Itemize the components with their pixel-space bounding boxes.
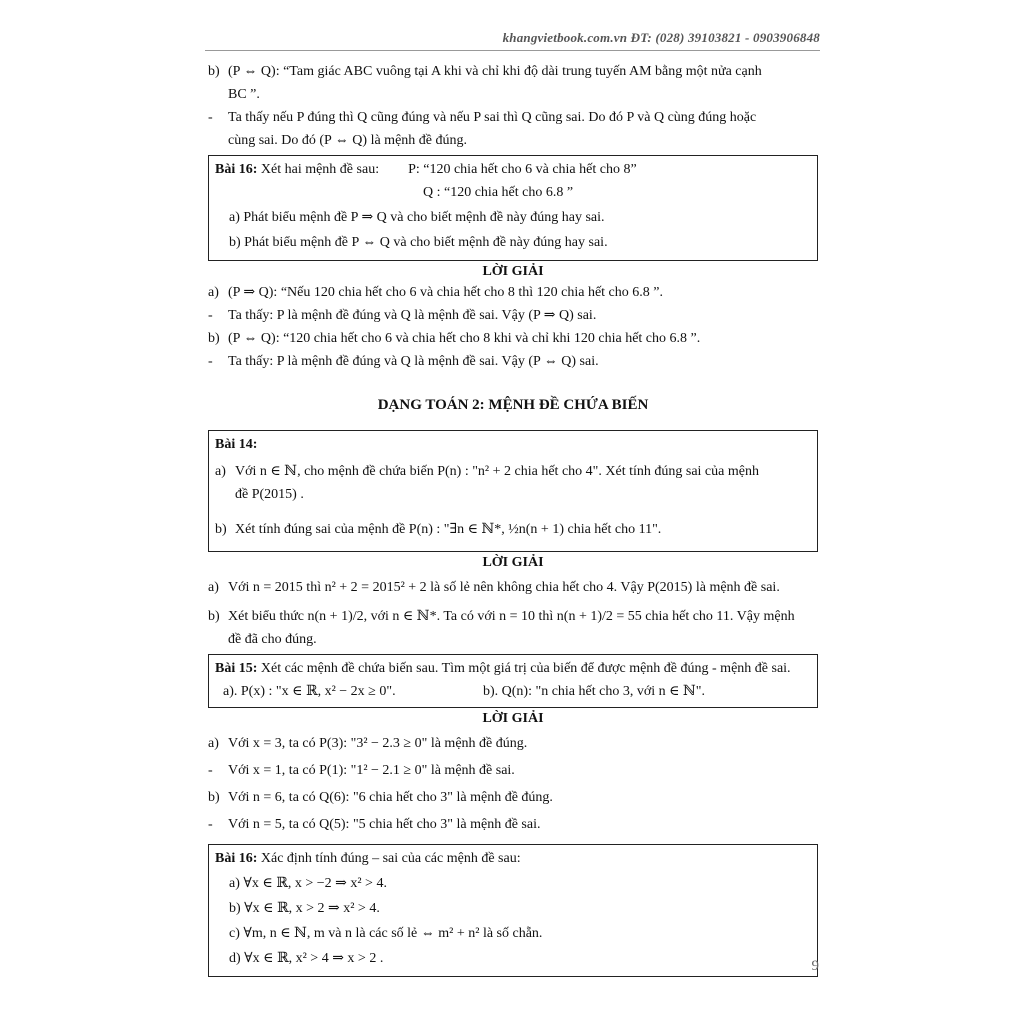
- dash-marker: -: [208, 763, 213, 778]
- exercise-part-d: d) ∀x ∈ ℝ, x² > 4 ⇒ x > 2 .: [229, 951, 384, 966]
- solution-item-b: [208, 605, 818, 628]
- top-dash-item: [208, 106, 818, 129]
- item-marker: a): [215, 464, 226, 479]
- exercise-part-a: a). P(x) : "x ∈ ℝ, x² − 2x ≥ 0".: [223, 684, 396, 699]
- dash-marker: -: [208, 110, 213, 125]
- solution-item-a: [208, 281, 818, 304]
- solution-dash-1: [208, 759, 818, 782]
- solution-title: LỜI GIẢI: [482, 555, 544, 570]
- item-text: Với n ∈ ℕ, cho mệnh đề chứa biến P(n) : "n² + 2 chia hết cho 4". Xét tính đúng sai của mệnh: [235, 464, 759, 479]
- item-text: Xét tính đúng sai của mệnh đề P(n) : "∃n ∈ ℕ*, ½n(n + 1) chia hết cho 11".: [235, 522, 662, 537]
- exercise-part-a-cont: đề P(2015) .: [235, 487, 304, 502]
- item-text: Với n = 5, ta có Q(5): "5 chia hết cho 3" là mệnh đề sai.: [228, 817, 541, 832]
- solution-title: LỜI GIẢI: [482, 264, 544, 279]
- exercise-intro: Xét các mệnh đề chứa biến sau. Tìm một giá trị của biến để được mệnh đề đúng - mệnh đề sai.: [260, 661, 791, 676]
- item-text: Ta thấy: P là mệnh đề đúng và Q là mệnh đề sai. Vậy (P ⇒ Q) sai.: [228, 308, 597, 323]
- item-text: Với x = 3, ta có P(3): "3² − 2.3 ≥ 0" là mệnh đề đúng.: [228, 736, 528, 751]
- exercise-label: Bài 15:: [215, 661, 258, 676]
- exercise-box-bai16-second: [208, 844, 818, 977]
- item-text: (P ⇒ Q): “Nếu 120 chia hết cho 6 và chia hết cho 8 thì 120 chia hết cho 6.8 ”.: [228, 285, 663, 300]
- solution-dash-2: [208, 813, 818, 836]
- exercise-intro: Xác định tính đúng – sai của các mệnh đề sau:: [260, 851, 521, 866]
- page-number: 9: [811, 958, 819, 974]
- page-header: khangvietbook.com.vn ĐT: (028) 39103821 - 0903906848: [502, 30, 820, 45]
- solution-item-b: [208, 786, 818, 809]
- exercise-label: Bài 16:: [215, 162, 258, 177]
- proposition-q: Q : “120 chia hết cho 6.8 ”: [423, 185, 574, 200]
- solution-item-a: [208, 576, 818, 599]
- solution-item-a: [208, 732, 818, 755]
- top-item-b: [208, 60, 818, 83]
- solution-item-b: [208, 327, 818, 350]
- solution-item-b-cont: đề đã cho đúng.: [228, 632, 317, 647]
- solution-dash-1: [208, 304, 818, 327]
- item-marker: a): [208, 580, 219, 595]
- exercise-part-b: b) ∀x ∈ ℝ, x > 2 ⇒ x² > 4.: [229, 901, 380, 916]
- item-marker: b): [208, 64, 220, 79]
- item-text: Với n = 6, ta có Q(6): "6 chia hết cho 3" là mệnh đề đúng.: [228, 790, 553, 805]
- exercise-part-a: [215, 460, 809, 483]
- exercise-label: Bài 16:: [215, 851, 258, 866]
- item-marker: b): [215, 522, 227, 537]
- exercise-part-c: c) ∀m, n ∈ ℕ, m và n là các số lẻ ⇔ m² + n² là số chẵn.: [229, 926, 543, 941]
- dash-marker: -: [208, 817, 213, 832]
- item-text: Ta thấy nếu P đúng thì Q cũng đúng và nếu P sai thì Q cũng sai. Do đó P và Q cùng đúng hoặc: [228, 110, 757, 125]
- exercise-part-b: [215, 518, 809, 541]
- item-text: Xét biểu thức n(n + 1)/2, với n ∈ ℕ*. Ta có với n = 10 thì n(n + 1)/2 = 55 chia hết cho 11. Vậy mệnh: [228, 609, 795, 624]
- exercise-box-bai15: [208, 654, 818, 708]
- exercise-box-bai16-first: [208, 155, 818, 261]
- item-text: (P ⇔ Q): “120 chia hết cho 6 và chia hết cho 8 khi và chỉ khi 120 chia hết cho 6.8 ”.: [228, 331, 701, 346]
- item-text: Ta thấy: P là mệnh đề đúng và Q là mệnh đề sai. Vậy (P ⇔ Q) sai.: [228, 354, 599, 369]
- solution-dash-2: [208, 350, 818, 373]
- item-marker: a): [208, 285, 219, 300]
- item-text: (P ⇔ Q): “Tam giác ABC vuông tại A khi và chỉ khi độ dài trung tuyến AM bằng một nửa cạnh: [228, 64, 762, 79]
- dash-marker: -: [208, 354, 213, 369]
- exercise-intro: Xét hai mệnh đề sau:: [260, 162, 380, 177]
- solution-title: LỜI GIẢI: [482, 711, 544, 726]
- top-item-b-cont: BC ”.: [228, 87, 260, 102]
- header-rule: [205, 50, 820, 51]
- item-marker: b): [208, 790, 220, 805]
- section-title: DẠNG TOÁN 2: MỆNH ĐỀ CHỨA BIẾN: [377, 397, 649, 413]
- exercise-part-b: b) Phát biểu mệnh đề P ⇔ Q và cho biết mệnh đề này đúng hay sai.: [229, 235, 608, 250]
- dash-marker: -: [208, 308, 213, 323]
- item-marker: b): [208, 331, 220, 346]
- item-marker: a): [208, 736, 219, 751]
- page-content: [208, 60, 818, 979]
- exercise-label: Bài 14:: [215, 437, 258, 452]
- item-marker: b): [208, 609, 220, 624]
- item-text: Với x = 1, ta có P(1): "1² − 2.1 ≥ 0" là mệnh đề sai.: [228, 763, 515, 778]
- exercise-part-a: a) Phát biểu mệnh đề P ⇒ Q và cho biết mệnh đề này đúng hay sai.: [229, 210, 605, 225]
- item-text: Với n = 2015 thì n² + 2 = 2015² + 2 là số lẻ nên không chia hết cho 4. Vậy P(2015) là mệnh đề sai.: [228, 580, 780, 595]
- proposition-p: P: “120 chia hết cho 6 và chia hết cho 8”: [408, 162, 637, 177]
- top-dash-cont: cùng sai. Do đó (P ⇔ Q) là mệnh đề đúng.: [228, 133, 467, 148]
- exercise-part-a: a) ∀x ∈ ℝ, x > −2 ⇒ x² > 4.: [229, 876, 387, 891]
- exercise-box-bai14: [208, 430, 818, 552]
- exercise-part-b: b). Q(n): "n chia hết cho 3, với n ∈ ℕ".: [483, 684, 706, 699]
